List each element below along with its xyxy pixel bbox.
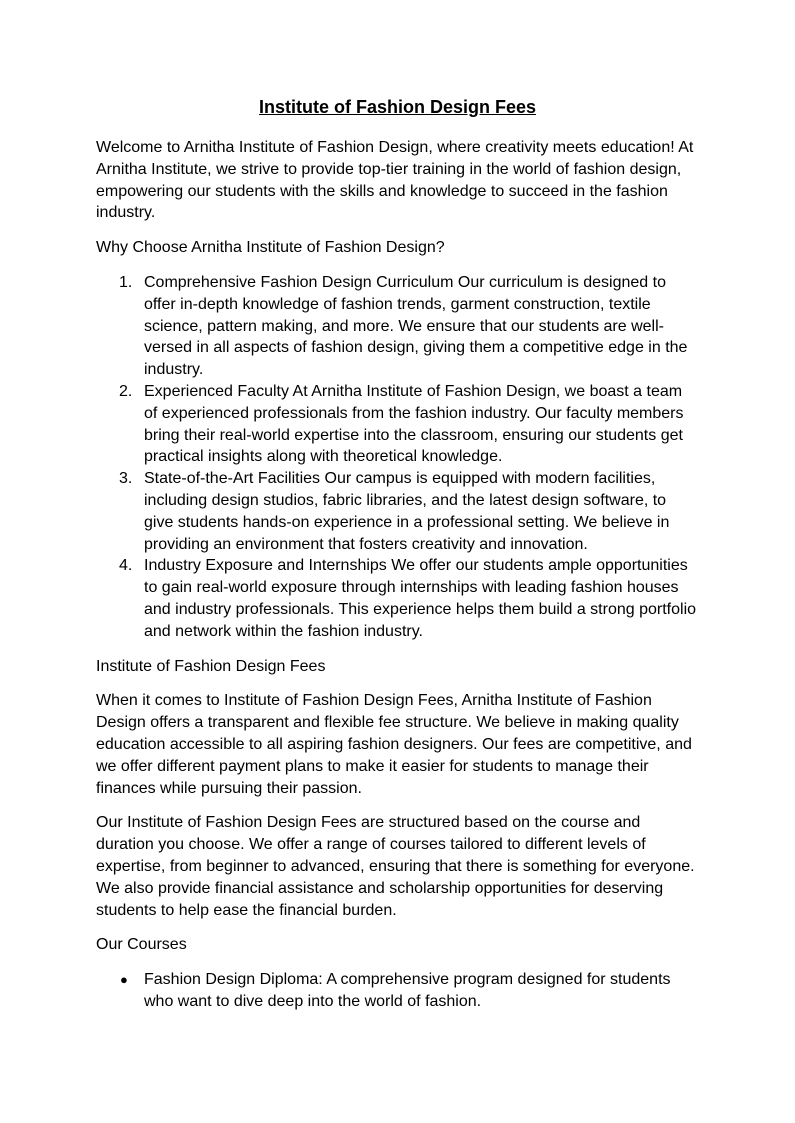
bullet-marker: ●	[120, 972, 128, 988]
list-marker: 3.	[119, 470, 133, 488]
list-item-text: Experienced Faculty At Arnitha Institute of Fashion Design, we boast a team of experienced professionals from the fashion industry. Our faculty members bring their real-world expertise into the classroom, ensuring our students get practical insights along with theoretical knowledge.	[144, 382, 684, 466]
why-choose-list	[96, 272, 699, 643]
intro-paragraph: Welcome to Arnitha Institute of Fashion Design, where creativity meets education! At Arnitha Institute, we strive to provide top-tier training in the world of fashion design, empowering our students with the skills and knowledge to succeed in the fashion industry.	[96, 139, 694, 222]
list-item	[119, 555, 699, 642]
list-item-text: Fashion Design Diploma: A comprehensive program designed for students who want to dive deep into the world of fashion.	[144, 971, 671, 1010]
list-marker: 1.	[119, 273, 133, 291]
document-title-text: Institute of Fashion Design Fees	[258, 97, 537, 117]
courses-heading: Our Courses	[96, 936, 187, 954]
list-item-text: Industry Exposure and Internships We offer our students ample opportunities to gain real-world exposure through internships with leading fashion houses and industry professionals. This experience helps them build a strong portfolio and network within the fashion industry.	[144, 557, 697, 640]
list-item	[119, 468, 699, 555]
why-choose-heading: Why Choose Arnitha Institute of Fashion Design?	[96, 239, 445, 257]
fees-paragraph-2: Our Institute of Fashion Design Fees are structured based on the course and duration you choose. We offer a range of courses tailored to different levels of expertise, from beginner to advanced, ensuring that there is something for everyone. We also provide financial assistance and scholarship opportunities for deserving students to help ease the financial burden.	[96, 814, 695, 919]
fees-heading: Institute of Fashion Design Fees	[96, 657, 326, 675]
list-item-text: Comprehensive Fashion Design Curriculum Our curriculum is designed to offer in-depth knowledge of fashion trends, garment construction, textile science, pattern making, and more. We ensure that our students are well-versed in all aspects of fashion design, giving them a competitive edge in the industry.	[144, 273, 688, 379]
list-item-text: State-of-the-Art Facilities Our campus is equipped with modern facilities, including design studios, fabric libraries, and the latest design software, to give students hands-on experience in a professional setting. We believe in providing an environment that fosters creativity and innovation.	[144, 470, 670, 553]
list-item	[119, 272, 699, 381]
list-marker: 2.	[119, 382, 133, 400]
list-item	[120, 969, 699, 1013]
document-title	[96, 96, 699, 118]
list-marker: 4.	[119, 557, 133, 575]
list-item	[119, 381, 699, 468]
courses-list	[96, 969, 699, 1013]
fees-paragraph-1: When it comes to Institute of Fashion Design Fees, Arnitha Institute of Fashion Design offers a transparent and flexible fee structure. We believe in making quality education accessible to all aspiring fashion designers. Our fees are competitive, and we offer different payment plans to make it easier for students to manage their finances while pursuing their passion.	[96, 692, 692, 797]
